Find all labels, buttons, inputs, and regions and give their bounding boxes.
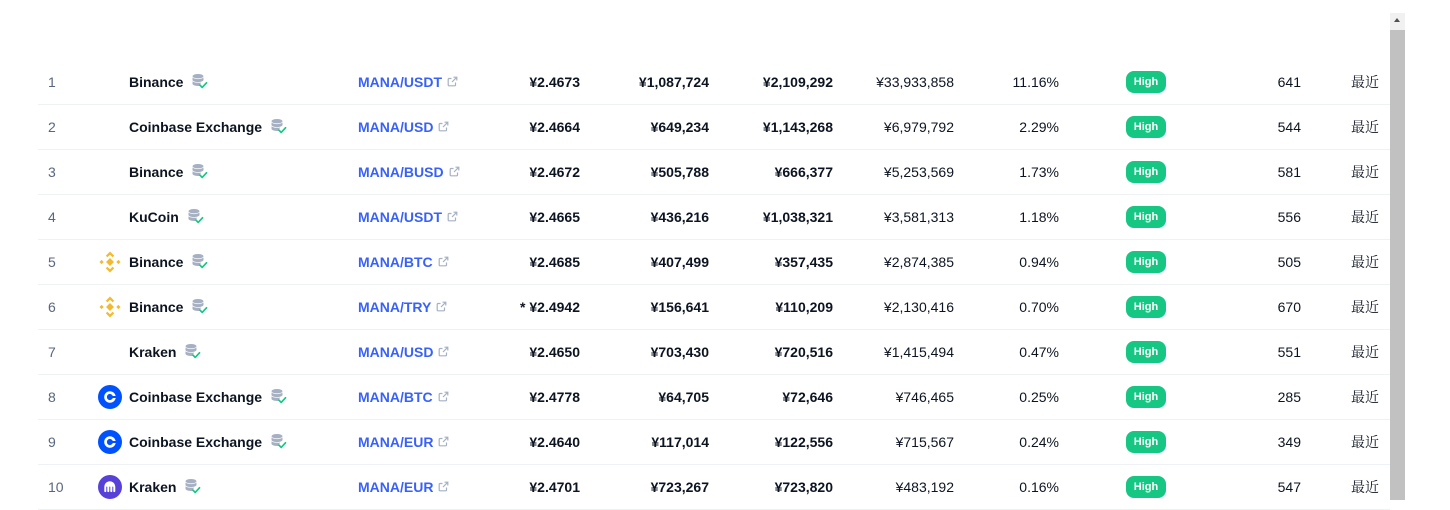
external-link-icon[interactable] xyxy=(449,166,460,177)
liquidity-score: 285 xyxy=(1277,389,1301,405)
updated-time: 最近 xyxy=(1351,479,1379,495)
table-row[interactable] xyxy=(38,285,1390,330)
liquidity-badge: High xyxy=(1126,341,1166,363)
pair-link[interactable] xyxy=(358,240,449,284)
liquidity-badge: High xyxy=(1126,116,1166,138)
volume: ¥33,933,858 xyxy=(876,74,954,90)
rank: 2 xyxy=(48,119,56,135)
scroll-up-arrow-icon[interactable] xyxy=(1390,13,1405,28)
pair-link[interactable] xyxy=(358,375,449,419)
external-link-icon[interactable] xyxy=(436,301,447,312)
price: ¥2.4672 xyxy=(529,164,580,180)
depth-minus-2: ¥72,646 xyxy=(782,389,833,405)
liquidity-score: 547 xyxy=(1277,479,1301,495)
table-row[interactable] xyxy=(38,195,1390,240)
price: ¥2.4685 xyxy=(529,254,580,270)
pair-label[interactable]: MANA/USDT xyxy=(358,74,442,90)
exchange-label[interactable]: Binance xyxy=(129,299,184,315)
price: ¥2.4664 xyxy=(529,119,580,135)
external-link-icon[interactable] xyxy=(438,121,449,132)
database-check-icon xyxy=(270,388,287,405)
pair-label[interactable]: MANA/BTC xyxy=(358,389,433,405)
liquidity-badge: High xyxy=(1126,161,1166,183)
table-row[interactable] xyxy=(38,105,1390,150)
pair-label[interactable]: MANA/EUR xyxy=(358,434,434,450)
rank: 8 xyxy=(48,389,56,405)
external-link-icon[interactable] xyxy=(438,256,449,267)
depth-plus-2: ¥117,014 xyxy=(651,434,709,450)
liquidity-score: 641 xyxy=(1277,74,1301,90)
pair-label[interactable]: MANA/BTC xyxy=(358,254,433,270)
price: ¥2.4650 xyxy=(529,344,580,360)
pair-link[interactable] xyxy=(358,465,449,509)
volume-share: 0.16% xyxy=(1019,479,1059,495)
database-check-icon xyxy=(184,478,201,495)
liquidity-score: 349 xyxy=(1277,434,1301,450)
exchange-label[interactable]: Coinbase Exchange xyxy=(129,434,263,450)
liquidity-badge: High xyxy=(1126,251,1166,273)
exchange-label[interactable]: Kraken xyxy=(129,344,177,360)
rank: 4 xyxy=(48,209,56,225)
coinbase-logo-icon xyxy=(98,385,122,409)
exchange-label[interactable]: Kraken xyxy=(129,479,177,495)
external-link-icon[interactable] xyxy=(438,481,449,492)
liquidity-score: 670 xyxy=(1277,299,1301,315)
depth-plus-2: ¥436,216 xyxy=(650,209,709,225)
rank: 1 xyxy=(48,74,56,90)
price: * ¥2.4942 xyxy=(520,299,580,315)
depth-minus-2: ¥723,820 xyxy=(774,479,833,495)
volume-share: 0.25% xyxy=(1019,389,1059,405)
pair-label[interactable]: MANA/USDT xyxy=(358,209,442,225)
exchange-label[interactable]: Coinbase Exchange xyxy=(129,389,263,405)
table-row[interactable] xyxy=(38,330,1390,375)
updated-time: 最近 xyxy=(1351,254,1379,270)
table-row[interactable] xyxy=(38,60,1390,105)
price: ¥2.4778 xyxy=(529,389,580,405)
volume-share: 0.70% xyxy=(1019,299,1059,315)
depth-plus-2: ¥703,430 xyxy=(650,344,709,360)
exchange-name[interactable] xyxy=(129,375,287,419)
depth-plus-2: ¥1,087,724 xyxy=(638,74,709,90)
table-row[interactable] xyxy=(38,240,1390,285)
kraken-logo-icon xyxy=(98,475,122,499)
volume: ¥3,581,313 xyxy=(883,209,954,225)
rank: 9 xyxy=(48,434,56,450)
external-link-icon[interactable] xyxy=(438,436,449,447)
pair-label[interactable]: MANA/EUR xyxy=(358,479,434,495)
depth-minus-2: ¥1,143,268 xyxy=(762,119,833,135)
database-check-icon xyxy=(191,73,208,90)
scrollbar[interactable] xyxy=(1390,13,1405,500)
liquidity-badge: High xyxy=(1126,431,1166,453)
pair-link[interactable] xyxy=(358,285,447,329)
database-check-icon xyxy=(191,163,208,180)
table-row[interactable] xyxy=(38,420,1390,465)
price: ¥2.4701 xyxy=(529,479,580,495)
depth-minus-2: ¥1,038,321 xyxy=(762,209,833,225)
exchange-name[interactable] xyxy=(129,240,208,284)
table-row[interactable] xyxy=(38,465,1390,510)
price: ¥2.4640 xyxy=(529,434,580,450)
table-row[interactable] xyxy=(38,150,1390,195)
liquidity-score: 505 xyxy=(1277,254,1301,270)
pair-link[interactable] xyxy=(358,105,449,149)
coinbase-logo-icon xyxy=(98,430,122,454)
updated-time: 最近 xyxy=(1351,119,1379,135)
depth-minus-2: ¥110,209 xyxy=(775,299,833,315)
pair-link[interactable] xyxy=(358,420,449,464)
depth-minus-2: ¥720,516 xyxy=(774,344,833,360)
exchange-label[interactable]: Binance xyxy=(129,164,184,180)
volume-share: 0.24% xyxy=(1019,434,1059,450)
database-check-icon xyxy=(187,208,204,225)
liquidity-score: 544 xyxy=(1277,119,1301,135)
exchange-label[interactable]: KuCoin xyxy=(129,209,179,225)
updated-time: 最近 xyxy=(1351,209,1379,225)
liquidity-score: 556 xyxy=(1277,209,1301,225)
liquidity-badge: High xyxy=(1126,296,1166,318)
rank: 3 xyxy=(48,164,56,180)
volume: ¥2,130,416 xyxy=(883,299,954,315)
binance-logo-icon xyxy=(98,295,122,319)
rank: 6 xyxy=(48,299,56,315)
exchange-label[interactable]: Coinbase Exchange xyxy=(129,119,263,135)
volume-share: 2.29% xyxy=(1019,119,1059,135)
pair-label[interactable]: MANA/USD xyxy=(358,119,434,135)
depth-minus-2: ¥666,377 xyxy=(774,164,833,180)
exchange-name[interactable] xyxy=(129,60,208,104)
updated-time: 最近 xyxy=(1351,434,1379,450)
database-check-icon xyxy=(191,298,208,315)
depth-minus-2: ¥122,556 xyxy=(774,434,833,450)
external-link-icon[interactable] xyxy=(438,391,449,402)
pair-label[interactable]: MANA/TRY xyxy=(358,299,432,315)
volume-share: 11.16% xyxy=(1012,74,1059,90)
depth-plus-2: ¥64,705 xyxy=(658,389,709,405)
pair-link[interactable] xyxy=(358,195,458,239)
exchange-name[interactable] xyxy=(129,465,201,509)
rank: 7 xyxy=(48,344,56,360)
external-link-icon[interactable] xyxy=(447,76,458,87)
liquidity-badge: High xyxy=(1126,476,1166,498)
depth-minus-2: ¥357,435 xyxy=(774,254,833,270)
price: ¥2.4673 xyxy=(529,74,580,90)
depth-plus-2: ¥407,499 xyxy=(650,254,709,270)
updated-time: 最近 xyxy=(1351,344,1379,360)
exchange-label[interactable]: Binance xyxy=(129,254,184,270)
pair-label[interactable]: MANA/BUSD xyxy=(358,164,444,180)
depth-plus-2: ¥505,788 xyxy=(650,164,709,180)
exchange-name[interactable] xyxy=(129,150,208,194)
external-link-icon[interactable] xyxy=(447,211,458,222)
exchange-name[interactable] xyxy=(129,420,287,464)
liquidity-badge: High xyxy=(1126,71,1166,93)
pair-link[interactable] xyxy=(358,60,458,104)
depth-plus-2: ¥156,641 xyxy=(650,299,709,315)
pair-link[interactable] xyxy=(358,150,460,194)
database-check-icon xyxy=(270,118,287,135)
volume-share: 0.47% xyxy=(1019,344,1059,360)
volume: ¥2,874,385 xyxy=(883,254,954,270)
updated-time: 最近 xyxy=(1351,164,1379,180)
volume-share: 1.73% xyxy=(1019,164,1059,180)
volume: ¥715,567 xyxy=(895,434,954,450)
pair-link[interactable] xyxy=(358,330,449,374)
depth-plus-2: ¥723,267 xyxy=(650,479,709,495)
pair-label[interactable]: MANA/USD xyxy=(358,344,434,360)
volume: ¥6,979,792 xyxy=(883,119,954,135)
exchange-name[interactable] xyxy=(129,105,287,149)
liquidity-score: 581 xyxy=(1277,164,1301,180)
depth-minus-2: ¥2,109,292 xyxy=(762,74,833,90)
database-check-icon xyxy=(191,253,208,270)
database-check-icon xyxy=(184,343,201,360)
rank: 5 xyxy=(48,254,56,270)
exchange-name[interactable] xyxy=(129,195,204,239)
external-link-icon[interactable] xyxy=(438,346,449,357)
updated-time: 最近 xyxy=(1351,299,1379,315)
updated-time: 最近 xyxy=(1351,74,1379,90)
volume-share: 1.18% xyxy=(1019,209,1059,225)
rank: 10 xyxy=(48,479,64,495)
exchange-label[interactable]: Binance xyxy=(129,74,184,90)
volume: ¥1,415,494 xyxy=(883,344,954,360)
liquidity-badge: High xyxy=(1126,386,1166,408)
price: ¥2.4665 xyxy=(529,209,580,225)
volume: ¥746,465 xyxy=(895,389,954,405)
liquidity-badge: High xyxy=(1126,206,1166,228)
updated-time: 最近 xyxy=(1351,389,1379,405)
volume-share: 0.94% xyxy=(1019,254,1059,270)
markets-table xyxy=(38,60,1390,510)
volume: ¥5,253,569 xyxy=(883,164,954,180)
volume: ¥483,192 xyxy=(895,479,954,495)
exchange-name[interactable] xyxy=(129,285,208,329)
scrollbar-thumb[interactable] xyxy=(1390,30,1405,500)
database-check-icon xyxy=(270,433,287,450)
depth-plus-2: ¥649,234 xyxy=(650,119,709,135)
exchange-name[interactable] xyxy=(129,330,201,374)
table-row[interactable] xyxy=(38,375,1390,420)
binance-logo-icon xyxy=(98,250,122,274)
liquidity-score: 551 xyxy=(1277,344,1301,360)
